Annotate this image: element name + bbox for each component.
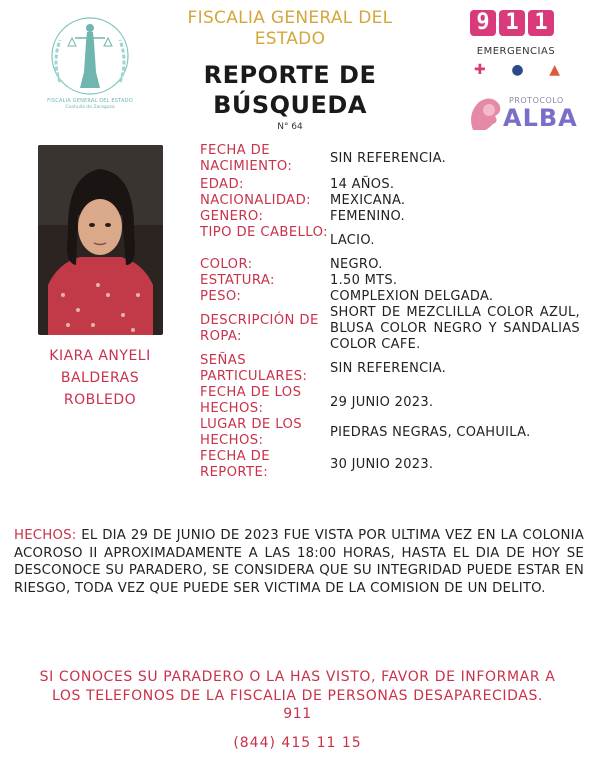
justice-statue-icon	[30, 12, 150, 98]
value-event-date: 29 JUNIO 2023.	[330, 395, 434, 410]
name-line-1: KIARA ANYELI	[49, 348, 151, 364]
person-name	[20, 345, 180, 411]
missing-person-photo	[38, 145, 163, 335]
fiscalia-logo	[30, 12, 150, 122]
value-height: 1.50 MTS.	[330, 273, 398, 288]
agency-name: FISCALIA GENERAL DEL ESTADO	[187, 8, 393, 49]
logo-caption: FISCALIA GENERAL DEL ESTADO	[47, 98, 133, 104]
value-build: COMPLEXION DELGADA.	[330, 289, 494, 304]
logo-subcaption: Coahuila de Zaragoza	[65, 105, 115, 110]
police-icon: ●	[511, 62, 524, 78]
value-age: 14 AÑOS.	[330, 177, 395, 192]
label-age: EDAD:	[200, 177, 244, 192]
label-marks: SEÑAS PARTICULARES:	[200, 353, 308, 384]
label-height: ESTATURA:	[200, 273, 275, 288]
name-line-3: ROBLEDO	[63, 392, 137, 408]
value-marks: SIN REFERENCIA.	[330, 361, 447, 376]
contact-line-3: 911	[283, 706, 312, 722]
report-number: N° 64	[277, 122, 303, 132]
label-clothing: DESCRIPCIÓN DE ROPA:	[200, 313, 319, 344]
label-gender: GENERO:	[200, 209, 264, 224]
facts-label: HECHOS:	[14, 528, 77, 543]
protocol-name: ALBA	[503, 104, 578, 132]
title-line-1: REPORTE DE	[203, 61, 377, 89]
value-hair-type: LACIO.	[330, 233, 375, 248]
contact-line-2: LOS TELEFONOS DE LA FISCALIA DE PERSONAS DESAPARECIDAS.	[52, 687, 543, 704]
contact-notice	[20, 668, 575, 724]
value-report-date: 30 JUNIO 2023.	[330, 457, 434, 472]
value-gender: FEMENINO.	[330, 209, 405, 224]
facts-paragraph	[14, 527, 584, 597]
label-color: COLOR:	[200, 257, 253, 272]
emergency-911-logo	[470, 10, 565, 85]
page-title	[180, 60, 400, 120]
woman-profile-icon	[465, 94, 505, 134]
phone-number: (844) 415 11 15	[233, 735, 362, 751]
label-event-date: FECHA DE LOS HECHOS:	[200, 385, 302, 416]
label-nationality: NACIONALIDAD:	[200, 193, 311, 208]
label-event-place: LUGAR DE LOS HECHOS:	[200, 417, 303, 448]
fire-icon: ▲	[549, 62, 560, 78]
medical-cross-icon: ✚	[474, 62, 486, 78]
emergency-label: EMERGENCIAS	[476, 46, 556, 57]
facts-text: EL DIA 29 DE JUNIO DE 2023 FUE VISTA POR ULTIMA VEZ EN LA COLONIA ACOROSO II APROXIMADAMENTE A LAS 18:00 HORAS, HASTA EL DIA DE HOY SE DESCONOCE SU PARADERO, SE CONSIDERA QUE SU INTEGRIDAD PUEDE ESTAR EN RIESGO, TODA VEZ QUE PUEDE SER VICTIMA DE LA COMISION DE UN DELITO.	[14, 528, 585, 596]
value-event-place: PIEDRAS NEGRAS, COAHUILA.	[330, 425, 531, 440]
label-hair-type: TIPO DE CABELLO:	[200, 225, 328, 240]
name-line-2: BALDERAS	[60, 370, 140, 386]
label-report-date: FECHA DE REPORTE:	[200, 449, 270, 480]
protocol-label: PROTOCOLO	[509, 96, 564, 105]
digit-1b: 1	[528, 10, 554, 36]
protocolo-alba-logo	[465, 94, 578, 134]
label-birth-date: FECHA DE NACIMIENTO:	[200, 143, 293, 174]
contact-line-1: SI CONOCES SU PARADERO O LA HAS VISTO, FAVOR DE INFORMAR A	[39, 669, 556, 685]
value-nationality: MEXICANA.	[330, 193, 406, 208]
digit-1: 1	[499, 10, 525, 36]
value-birth-date: SIN REFERENCIA.	[330, 151, 447, 166]
title-line-2: BÚSQUEDA	[213, 91, 367, 119]
label-build: PESO:	[200, 289, 242, 304]
digit-9: 9	[470, 10, 496, 36]
value-color: NEGRO.	[330, 257, 383, 272]
value-clothing: SHORT DE MEZCLILLA COLOR AZUL, BLUSA COLOR NEGRO Y SANDALIAS COLOR CAFE.	[330, 305, 580, 352]
